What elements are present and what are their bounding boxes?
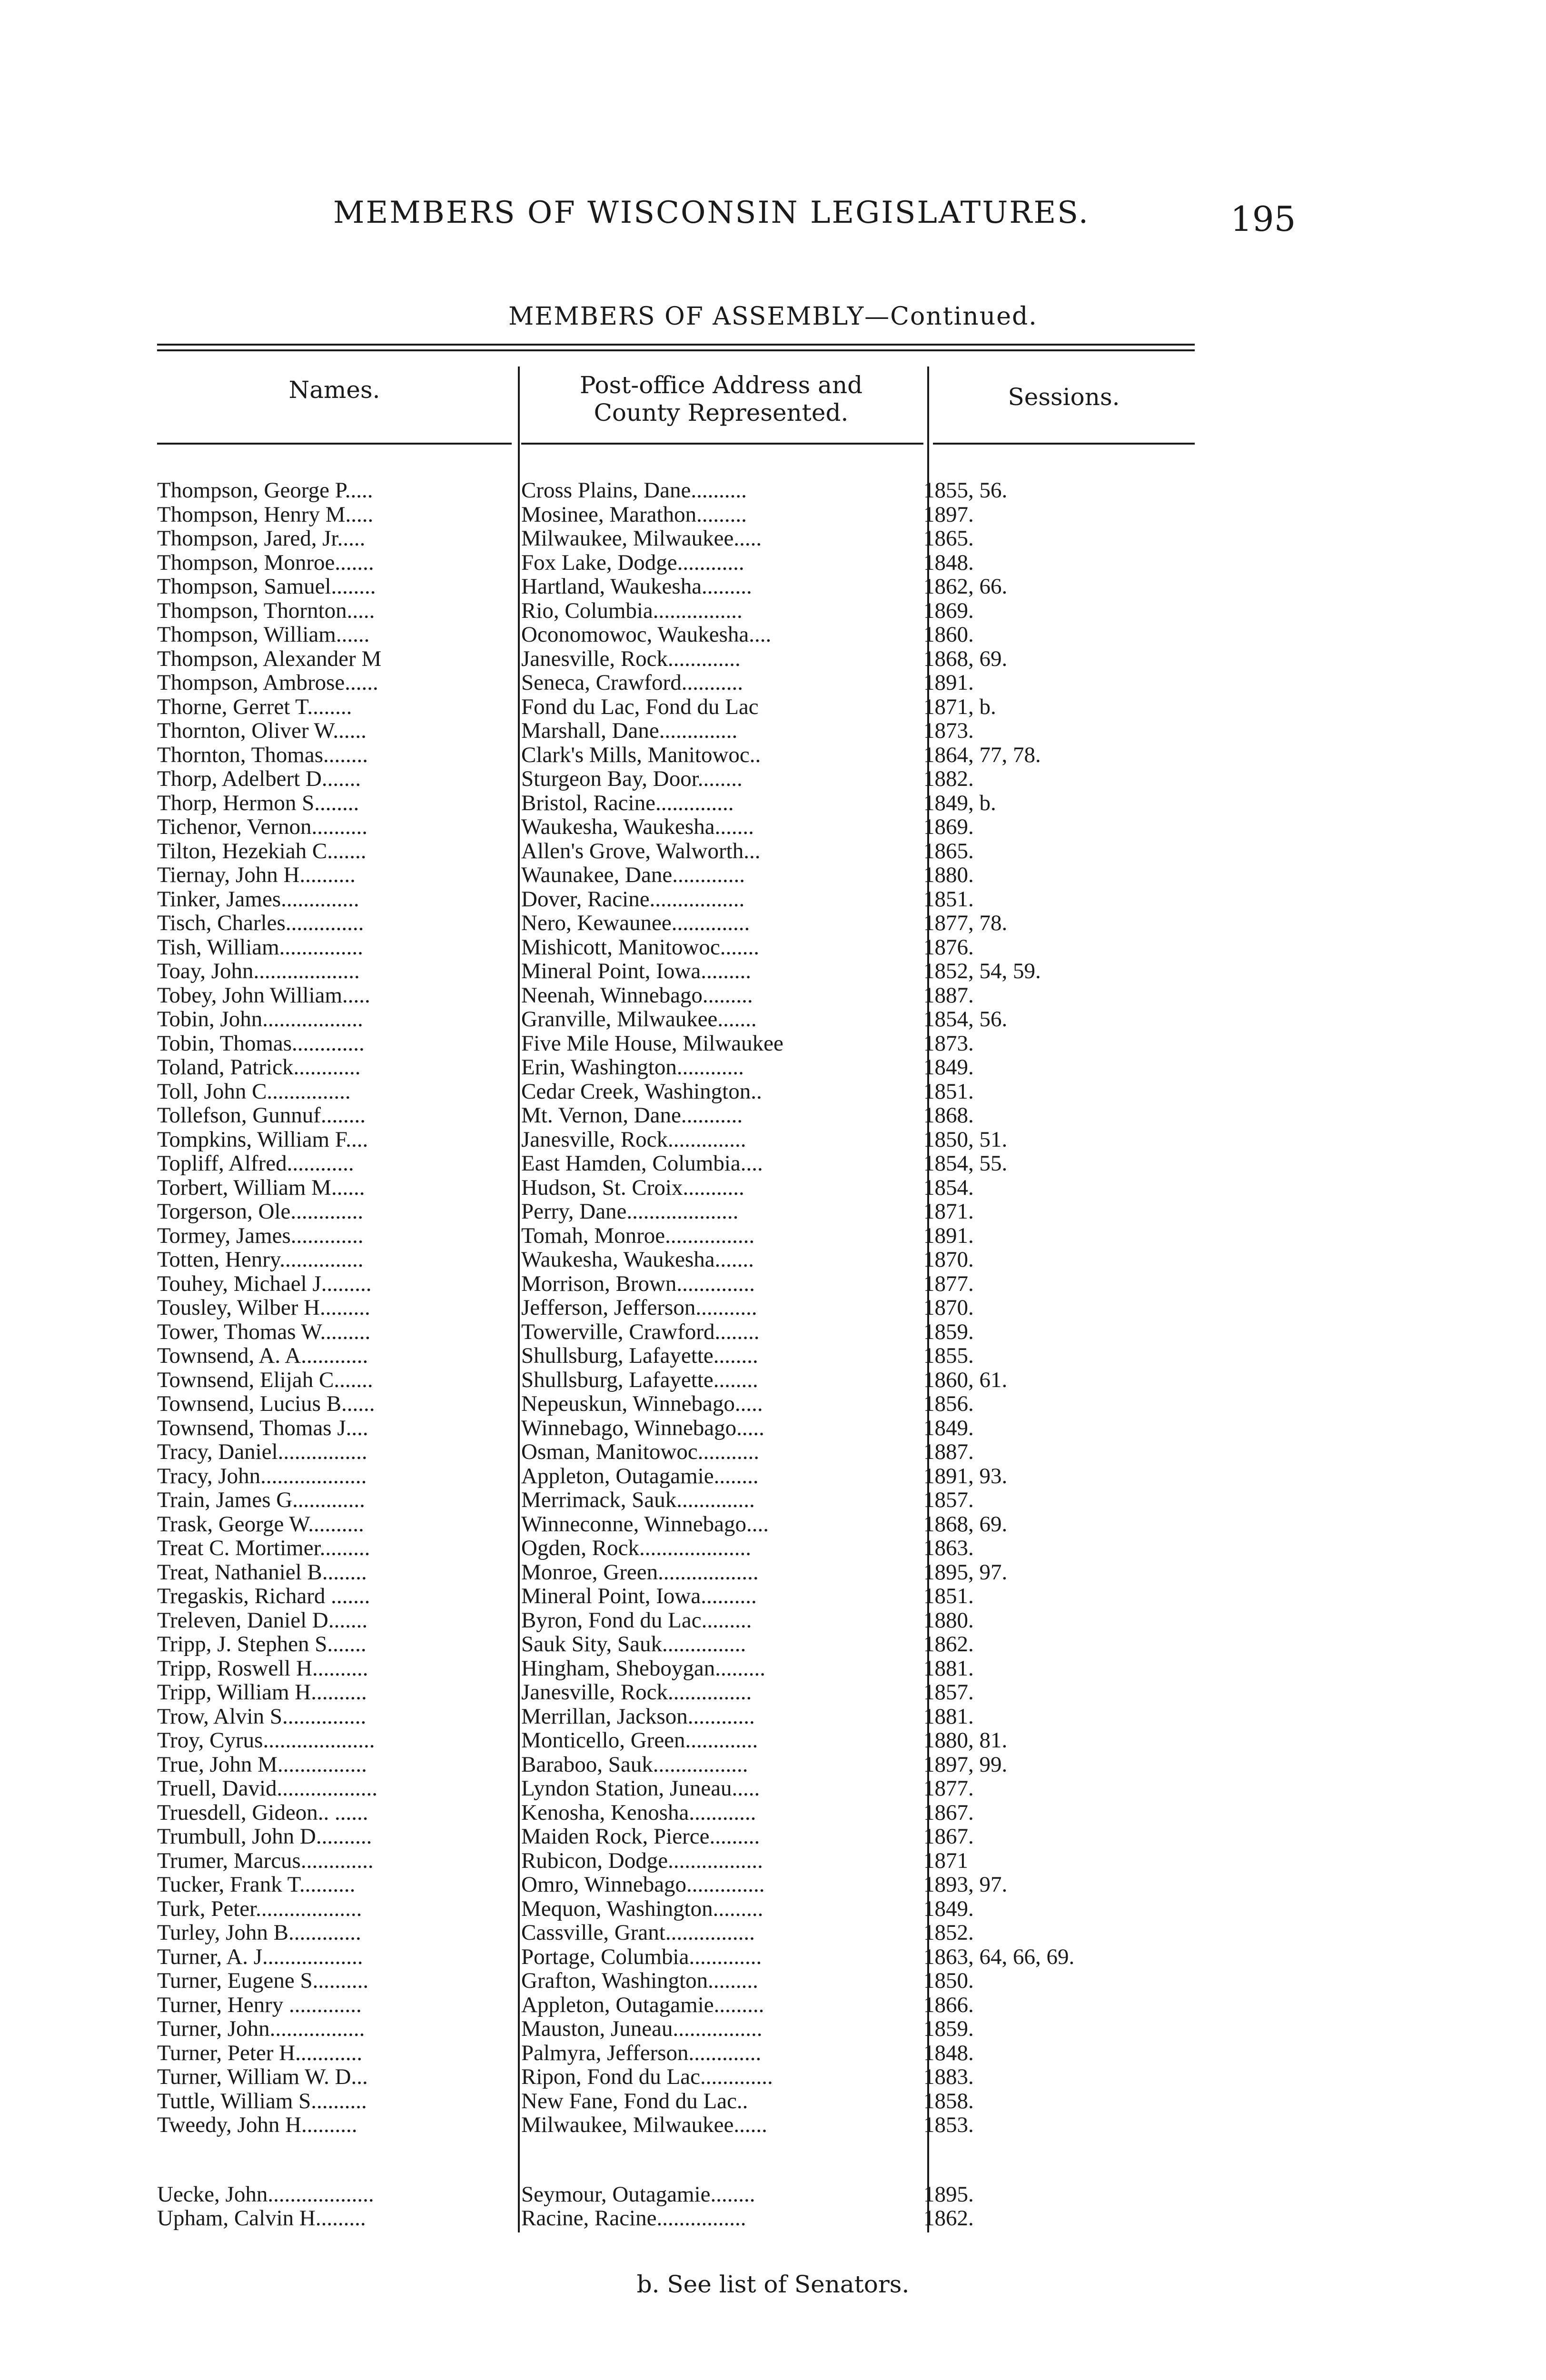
member-sessions: 1848. <box>923 550 974 575</box>
member-sessions: 1851. <box>923 887 974 911</box>
member-name: Tucker, Frank T.......... <box>157 1873 356 1897</box>
table-row <box>0 839 1546 863</box>
table-row <box>0 2065 1546 2089</box>
table-row <box>0 1103 1546 1128</box>
table-row <box>0 671 1546 695</box>
member-sessions: 1854. <box>923 1175 974 1200</box>
member-sessions: 1848. <box>923 2041 974 2065</box>
column-header-names: Names. <box>288 376 380 404</box>
member-address: Neenah, Winnebago......... <box>521 983 753 1007</box>
member-address: Portage, Columbia............. <box>521 1944 762 1969</box>
member-name: Turk, Peter................... <box>157 1896 362 1921</box>
member-name: Uecke, John................... <box>157 2182 374 2206</box>
table-row <box>0 1055 1546 1080</box>
member-address: Shullsburg, Lafayette........ <box>521 1368 758 1392</box>
member-name: Tweedy, John H.......... <box>157 2113 357 2137</box>
member-name: Toland, Patrick............ <box>157 1055 361 1080</box>
member-sessions: 1880, 81. <box>923 1728 1008 1753</box>
member-name: Turner, John................. <box>157 2017 365 2041</box>
member-address: Osman, Manitowoc........... <box>521 1440 759 1464</box>
table-row <box>0 1368 1546 1392</box>
member-sessions: 1859. <box>923 2017 974 2041</box>
member-sessions: 1858. <box>923 2089 974 2113</box>
member-name: Thompson, Samuel........ <box>157 575 376 599</box>
member-address: Mauston, Juneau................ <box>521 2017 763 2041</box>
member-address: Kenosha, Kenosha............ <box>521 1800 756 1825</box>
member-sessions: 1863, 64, 66, 69. <box>923 1944 1075 1969</box>
table-row <box>0 767 1546 791</box>
table-row <box>0 1728 1546 1753</box>
member-name: Totten, Henry............... <box>157 1248 364 1272</box>
member-address: Janesville, Rock............. <box>521 646 741 671</box>
member-sessions: 1851. <box>923 1584 974 1608</box>
table-row <box>0 1200 1546 1224</box>
table-row <box>0 887 1546 912</box>
member-sessions: 1897. <box>923 502 974 526</box>
member-name: Turner, Henry ............. <box>157 1993 362 2017</box>
member-name: Tripp, William H.......... <box>157 1680 367 1705</box>
member-address: Mosinee, Marathon......... <box>521 502 747 526</box>
member-name: Turner, A. J.................. <box>157 1944 363 1969</box>
member-sessions: 1849. <box>923 1055 974 1080</box>
member-name: Thompson, Thornton..... <box>157 598 375 623</box>
table-row <box>0 599 1546 623</box>
member-name: Thorp, Hermon S........ <box>157 791 359 815</box>
member-sessions: 1855. <box>923 1344 974 1368</box>
member-sessions: 1870. <box>923 1296 974 1320</box>
member-sessions: 1864, 77, 78. <box>923 743 1041 767</box>
member-address: Seymour, Outagamie........ <box>521 2182 755 2206</box>
member-address: Clark's Mills, Manitowoc.. <box>521 743 761 767</box>
table-row <box>0 1128 1546 1152</box>
member-address: Monroe, Green.................. <box>521 1560 759 1584</box>
member-name: Thompson, Henry M..... <box>157 502 374 526</box>
member-address: Bristol, Racine.............. <box>521 791 734 815</box>
table-row <box>0 1224 1546 1248</box>
table-row <box>0 503 1546 527</box>
member-sessions: 1893, 97. <box>923 1873 1008 1897</box>
table-row <box>0 719 1546 743</box>
member-address: Sauk Sity, Sauk............... <box>521 1632 746 1656</box>
member-address: Baraboo, Sauk................. <box>521 1752 748 1776</box>
member-name: Tripp, J. Stephen S....... <box>157 1632 367 1656</box>
table-row <box>0 2182 1546 2207</box>
member-name: Touhey, Michael J......... <box>157 1271 372 1296</box>
member-address: Merrimack, Sauk.............. <box>521 1488 755 1512</box>
member-sessions: 1895, 97. <box>923 1560 1008 1584</box>
member-sessions: 1868, 69. <box>923 1512 1008 1536</box>
member-name: Tuttle, William S.......... <box>157 2089 367 2113</box>
member-name: Thompson, Ambrose...... <box>157 671 378 695</box>
table-row <box>0 1584 1546 1608</box>
table-row <box>0 1440 1546 1464</box>
member-name: Trask, George W.......... <box>157 1512 364 1536</box>
table-row <box>0 1248 1546 1272</box>
member-sessions: 1895. <box>923 2182 974 2206</box>
member-sessions: 1854, 55. <box>923 1151 1008 1176</box>
member-sessions: 1860, 61. <box>923 1368 1008 1392</box>
table-row <box>0 2017 1546 2041</box>
member-name: Tousley, Wilber H......... <box>157 1296 370 1320</box>
member-sessions: 1882. <box>923 767 974 791</box>
member-sessions: 1877. <box>923 1271 974 1296</box>
member-sessions: 1865. <box>923 839 974 863</box>
table-row <box>0 1897 1546 1921</box>
member-address: Rubicon, Dodge................. <box>521 1848 763 1873</box>
table-row <box>0 551 1546 575</box>
table-row <box>0 1801 1546 1825</box>
member-address: Hudson, St. Croix........... <box>521 1175 744 1200</box>
member-sessions: 1887. <box>923 983 974 1007</box>
member-name: Toay, John................... <box>157 959 360 983</box>
member-name: Toll, John C............... <box>157 1079 351 1103</box>
member-address: Hartland, Waukesha......... <box>521 575 752 599</box>
member-name: Treat, Nathaniel B........ <box>157 1560 367 1584</box>
member-name: Tripp, Roswell H.......... <box>157 1656 368 1680</box>
member-name: Thompson, William...... <box>157 623 370 647</box>
member-name: Truesdell, Gideon.. ...... <box>157 1800 368 1825</box>
member-name: True, John M................ <box>157 1752 367 1776</box>
member-sessions: 1891, 93. <box>923 1464 1008 1488</box>
member-sessions: 1859. <box>923 1319 974 1344</box>
member-sessions: 1855, 56. <box>923 478 1008 503</box>
member-address: Seneca, Crawford........... <box>521 671 743 695</box>
member-address: Nero, Kewaunee.............. <box>521 911 750 935</box>
member-sessions: 1849, b. <box>923 791 996 815</box>
member-sessions: 1852, 54, 59. <box>923 959 1041 983</box>
member-name: Townsend, Lucius B...... <box>157 1392 375 1416</box>
member-name: Townsend, A. A............ <box>157 1344 368 1368</box>
member-name: Thornton, Thomas........ <box>157 743 368 767</box>
member-sessions: 1863. <box>923 1536 974 1560</box>
member-address: Allen's Grove, Walworth... <box>521 839 761 863</box>
member-address: Oconomowoc, Waukesha.... <box>521 623 772 647</box>
member-name: Thorne, Gerret T........ <box>157 694 352 719</box>
member-address: Hingham, Sheboygan......... <box>521 1656 766 1680</box>
member-address: Waukesha, Waukesha....... <box>521 1248 754 1272</box>
member-name: Thompson, Alexander M <box>157 646 382 671</box>
table-row <box>0 1080 1546 1104</box>
table-row <box>0 1825 1546 1849</box>
member-address: Janesville, Rock............... <box>521 1680 752 1705</box>
member-address: Jefferson, Jefferson........... <box>521 1296 757 1320</box>
member-address: Monticello, Green............. <box>521 1728 758 1753</box>
member-name: Tormey, James............. <box>157 1223 364 1248</box>
member-address: Mequon, Washington......... <box>521 1896 763 1921</box>
member-sessions: 1865. <box>923 526 974 551</box>
member-name: Tisch, Charles.............. <box>157 911 364 935</box>
member-name: Tracy, Daniel................ <box>157 1440 367 1464</box>
member-address: Dover, Racine................. <box>521 887 745 911</box>
table-row <box>0 1344 1546 1368</box>
table-row <box>0 1151 1546 1176</box>
member-sessions: 1854, 56. <box>923 1007 1008 1031</box>
member-sessions: 1862, 66. <box>923 575 1008 599</box>
member-address: Maiden Rock, Pierce......... <box>521 1825 760 1849</box>
table-row <box>0 983 1546 1008</box>
table-row <box>0 2041 1546 2065</box>
table-row <box>0 1608 1546 1633</box>
member-name: Tichenor, Vernon.......... <box>157 815 368 839</box>
member-sessions: 1880. <box>923 1608 974 1632</box>
table-row <box>0 1993 1546 2017</box>
member-address: Lyndon Station, Juneau..... <box>521 1776 760 1801</box>
member-address: Cassville, Grant................ <box>521 1921 755 1945</box>
member-name: Topliff, Alfred............ <box>157 1151 354 1176</box>
member-name: Thornton, Oliver W...... <box>157 719 367 743</box>
member-sessions: 1881. <box>923 1656 974 1680</box>
member-sessions: 1868. <box>923 1103 974 1128</box>
table-row <box>0 911 1546 935</box>
member-sessions: 1866. <box>923 1993 974 2017</box>
member-sessions: 1876. <box>923 935 974 959</box>
member-name: Torgerson, Ole............. <box>157 1200 364 1224</box>
table-row <box>0 1512 1546 1537</box>
member-name: Tinker, James.............. <box>157 887 359 911</box>
running-title: MEMBERS OF WISCONSIN LEGISLATURES. <box>333 195 1090 230</box>
table-row <box>0 1392 1546 1416</box>
member-address: Milwaukee, Milwaukee...... <box>521 2113 767 2137</box>
member-address: Waukesha, Waukesha....... <box>521 815 754 839</box>
member-name: Torbert, William M...... <box>157 1175 365 1200</box>
member-sessions: 1870. <box>923 1248 974 1272</box>
table-row <box>0 863 1546 887</box>
table-row <box>0 1176 1546 1200</box>
member-sessions: 1877. <box>923 1776 974 1801</box>
table-row <box>0 526 1546 551</box>
table-row <box>0 1945 1546 1969</box>
member-address: Perry, Dane.................... <box>521 1200 739 1224</box>
member-sessions: 1869. <box>923 815 974 839</box>
member-address: Shullsburg, Lafayette........ <box>521 1344 758 1368</box>
member-address: Erin, Washington............ <box>521 1055 744 1080</box>
member-address: Waunakee, Dane............. <box>521 863 745 887</box>
table-row <box>0 1416 1546 1440</box>
member-name: Upham, Calvin H......... <box>157 2206 366 2231</box>
member-sessions: 1860. <box>923 623 974 647</box>
member-name: Thompson, George P..... <box>157 478 373 503</box>
member-address: Omro, Winnebago.............. <box>521 1873 765 1897</box>
table-row <box>0 1488 1546 1512</box>
member-sessions: 1868, 69. <box>923 646 1008 671</box>
member-address: Mishicott, Manitowoc....... <box>521 935 759 959</box>
member-name: Tish, William............... <box>157 935 363 959</box>
member-name: Townsend, Thomas J.... <box>157 1416 368 1440</box>
member-name: Tobin, John.................. <box>157 1007 363 1031</box>
table-row <box>0 959 1546 983</box>
table-row <box>0 1007 1546 1031</box>
member-name: Turner, Peter H............ <box>157 2041 363 2065</box>
member-sessions: 1849. <box>923 1896 974 1921</box>
member-address: Five Mile House, Milwaukee <box>521 1031 783 1055</box>
header-rule-names <box>157 443 512 445</box>
table-row <box>0 695 1546 719</box>
member-sessions: 1887. <box>923 1440 974 1464</box>
member-name: Thorp, Adelbert D....... <box>157 767 361 791</box>
member-sessions: 1851. <box>923 1079 974 1103</box>
member-name: Tiernay, John H.......... <box>157 863 356 887</box>
table-top-rule <box>157 344 1195 346</box>
table-row <box>0 1560 1546 1585</box>
member-sessions: 1883. <box>923 2065 974 2089</box>
member-name: Townsend, Elijah C....... <box>157 1368 373 1392</box>
member-address: Winnebago, Winnebago..... <box>521 1416 764 1440</box>
member-address: East Hamden, Columbia.... <box>521 1151 763 1176</box>
column-header-address: Post-office Address and County Represented. <box>579 371 863 426</box>
table-row <box>0 1656 1546 1681</box>
table-row <box>0 2089 1546 2113</box>
member-sessions: 1849. <box>923 1416 974 1440</box>
table-row <box>0 1969 1546 1993</box>
table-row <box>0 1296 1546 1320</box>
table-row <box>0 1873 1546 1897</box>
member-address: Tomah, Monroe................ <box>521 1223 755 1248</box>
member-sessions: 1871. <box>923 1200 974 1224</box>
table-row <box>0 791 1546 815</box>
member-name: Tregaskis, Richard ....... <box>157 1584 370 1608</box>
member-name: Truell, David.................. <box>157 1776 378 1801</box>
member-sessions: 1856. <box>923 1392 974 1416</box>
member-name: Thompson, Monroe....... <box>157 550 374 575</box>
member-address: Merrillan, Jackson............ <box>521 1704 755 1728</box>
member-address: Rio, Columbia................ <box>521 598 743 623</box>
table-row <box>0 2113 1546 2137</box>
member-address: Milwaukee, Milwaukee..... <box>521 526 762 551</box>
table-row <box>0 1464 1546 1488</box>
table-row <box>0 743 1546 767</box>
member-sessions: 1862. <box>923 1632 974 1656</box>
member-address: Sturgeon Bay, Door........ <box>521 767 743 791</box>
section-title: MEMBERS OF ASSEMBLY—Continued. <box>508 302 1038 331</box>
member-name: Thompson, Jared, Jr..... <box>157 526 366 551</box>
table-row <box>0 1776 1546 1801</box>
member-address: Towerville, Crawford........ <box>521 1319 760 1344</box>
member-address: Nepeuskun, Winnebago..... <box>521 1392 763 1416</box>
member-address: Morrison, Brown.............. <box>521 1271 755 1296</box>
member-address: Mineral Point, Iowa.......... <box>521 1584 757 1608</box>
footnote: b. See list of Senators. <box>636 2271 910 2298</box>
member-address: Fond du Lac, Fond du Lac <box>521 694 759 719</box>
member-address: Fox Lake, Dodge............ <box>521 550 744 575</box>
member-address: Cedar Creek, Washington.. <box>521 1079 762 1103</box>
member-sessions: 1850. <box>923 1969 974 1993</box>
member-sessions: 1877, 78. <box>923 911 1008 935</box>
running-head <box>0 195 1546 238</box>
table-row <box>0 623 1546 647</box>
member-sessions: 1891. <box>923 671 974 695</box>
member-name: Turner, Eugene S.......... <box>157 1969 369 1993</box>
page-number: 195 <box>1230 199 1296 239</box>
member-sessions: 1897, 99. <box>923 1752 1008 1776</box>
member-name: Turley, John B............. <box>157 1921 361 1945</box>
member-sessions: 1852. <box>923 1921 974 1945</box>
member-address: Byron, Fond du Lac......... <box>521 1608 752 1632</box>
member-sessions: 1862. <box>923 2206 974 2231</box>
member-name: Troy, Cyrus.................... <box>157 1728 375 1753</box>
member-name: Turner, William W. D... <box>157 2065 368 2089</box>
member-name: Tompkins, William F.... <box>157 1127 368 1151</box>
member-address: Racine, Racine................ <box>521 2206 746 2231</box>
table-row <box>0 1320 1546 1344</box>
table-row <box>0 1536 1546 1560</box>
member-address: Granville, Milwaukee....... <box>521 1007 757 1031</box>
member-sessions: 1873. <box>923 719 974 743</box>
member-address: Grafton, Washington......... <box>521 1969 758 1993</box>
member-sessions: 1880. <box>923 863 974 887</box>
table-row <box>0 478 1546 503</box>
member-address: Appleton, Outagamie........ <box>521 1464 759 1488</box>
member-sessions: 1881. <box>923 1704 974 1728</box>
table-row <box>0 1680 1546 1705</box>
member-address: Mt. Vernon, Dane........... <box>521 1103 743 1128</box>
member-sessions: 1873. <box>923 1031 974 1055</box>
member-address: Janesville, Rock.............. <box>521 1127 746 1151</box>
member-address: Palmyra, Jefferson............. <box>521 2041 762 2065</box>
member-sessions: 1871 <box>923 1848 968 1873</box>
member-address: Cross Plains, Dane.......... <box>521 478 747 503</box>
column-header-sessions: Sessions. <box>1008 383 1120 411</box>
member-name: Tobin, Thomas............. <box>157 1031 365 1055</box>
table-row <box>0 1753 1546 1777</box>
member-name: Tobey, John William..... <box>157 983 370 1007</box>
member-name: Tollefson, Gunnuf........ <box>157 1103 366 1128</box>
member-name: Trow, Alvin S............... <box>157 1704 367 1728</box>
table-row <box>0 1705 1546 1729</box>
table-row <box>0 647 1546 671</box>
member-sessions: 1891. <box>923 1223 974 1248</box>
table-row <box>0 1849 1546 1873</box>
member-sessions: 1871, b. <box>923 694 996 719</box>
member-sessions: 1853. <box>923 2113 974 2137</box>
member-name: Tilton, Hezekiah C....... <box>157 839 367 863</box>
header-rule-sessions <box>933 443 1195 445</box>
member-name: Treat C. Mortimer......... <box>157 1536 370 1560</box>
member-name: Trumbull, John D.......... <box>157 1825 372 1849</box>
member-address: Appleton, Outagamie......... <box>521 1993 764 2017</box>
table-row <box>0 1921 1546 1945</box>
member-address: Mineral Point, Iowa......... <box>521 959 751 983</box>
member-name: Tracy, John................... <box>157 1464 367 1488</box>
member-address: Winneconne, Winnebago.... <box>521 1512 769 1536</box>
table-row <box>0 1031 1546 1056</box>
table-row <box>0 1272 1546 1296</box>
header-rule-address <box>521 443 923 445</box>
table-row <box>0 935 1546 960</box>
member-sessions: 1857. <box>923 1680 974 1705</box>
table-top-rule-inner <box>157 349 1195 351</box>
member-address: New Fane, Fond du Lac.. <box>521 2089 748 2113</box>
member-address: Ripon, Fond du Lac............. <box>521 2065 773 2089</box>
member-sessions: 1869. <box>923 598 974 623</box>
member-name: Tower, Thomas W......... <box>157 1319 371 1344</box>
table-row <box>0 2206 1546 2231</box>
member-sessions: 1850, 51. <box>923 1127 1008 1151</box>
member-name: Treleven, Daniel D....... <box>157 1608 368 1632</box>
member-address: Marshall, Dane.............. <box>521 719 738 743</box>
member-sessions: 1857. <box>923 1488 974 1512</box>
member-address: Ogden, Rock.................... <box>521 1536 752 1560</box>
member-sessions: 1867. <box>923 1825 974 1849</box>
member-name: Train, James G............. <box>157 1488 365 1512</box>
table-row <box>0 575 1546 599</box>
table-row <box>0 1632 1546 1656</box>
member-name: Trumer, Marcus............. <box>157 1848 374 1873</box>
table-row <box>0 815 1546 839</box>
member-sessions: 1867. <box>923 1800 974 1825</box>
